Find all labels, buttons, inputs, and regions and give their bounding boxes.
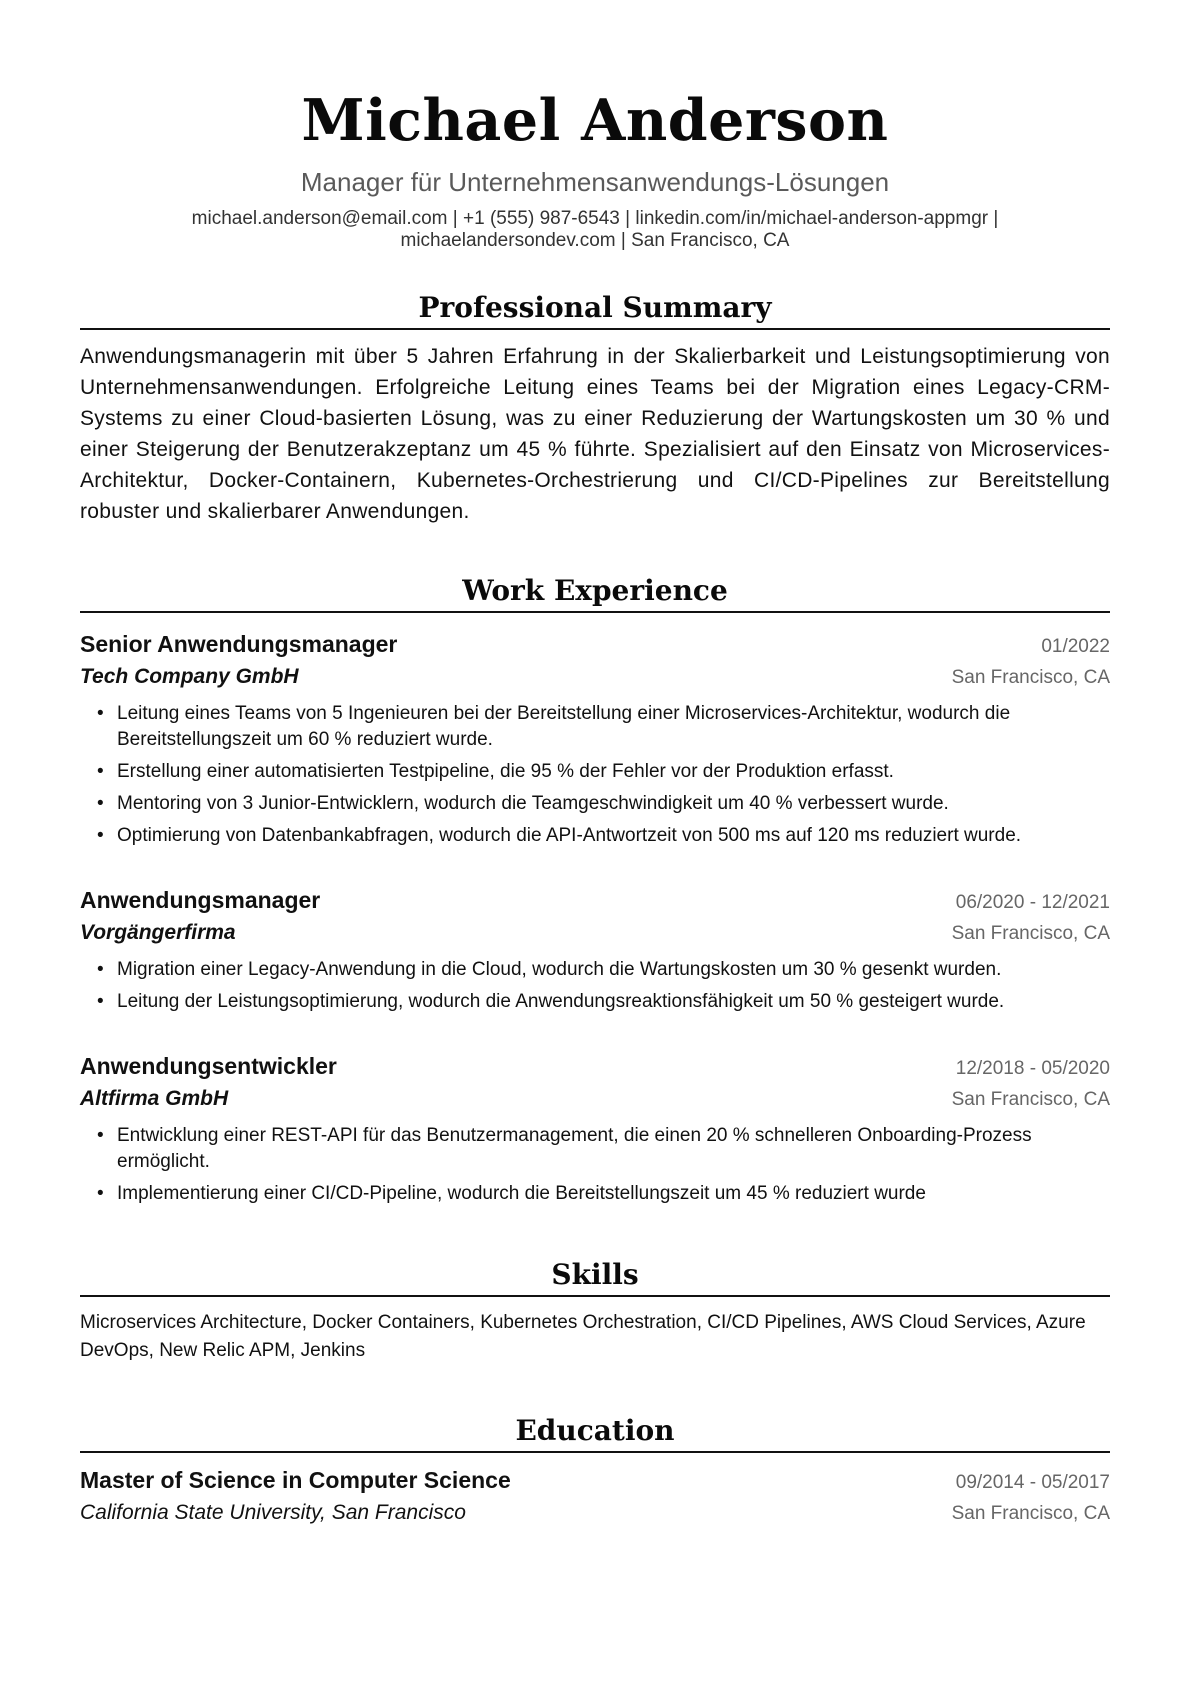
job-entry [80,629,1110,849]
summary-section [80,290,1110,527]
bullet-item: • Mentoring von 3 Junior-Entwicklern, wodurch die Teamgeschwindigkeit um 40 % verbessert wurde. [117,791,1110,817]
bullet-item: • Implementierung einer CI/CD-Pipeline, wodurch die Bereitstellungszeit um 45 % reduziert wurde [117,1181,1110,1207]
job-title: Anwendungsentwickler [80,1053,337,1079]
bullet-item: • Optimierung von Datenbankabfragen, wodurch die API-Antwortzeit von 500 ms auf 120 ms reduziert wurde. [117,823,1110,849]
job-title: Anwendungsmanager [80,887,321,913]
skills-text: Microservices Architecture, Docker Containers, Kubernetes Orchestration, CI/CD Pipelines, AWS Cloud Services, Azure DevOps, New Relic APM, Jenkins [80,1312,1086,1361]
job-subtitle: Manager für Unternehmensanwendungs-Lösungen [300,167,890,197]
contact-info [80,208,1110,252]
job-location: San Francisco, CA [951,667,1110,688]
education-section [80,1413,1110,1529]
company-name: Tech Company GmbH [80,665,299,688]
job-location: San Francisco, CA [951,923,1110,944]
bullet-item: • Migration einer Legacy-Anwendung in die Cloud, wodurch die Wartungskosten um 30 % gesenkt wurden. [117,957,1110,983]
degree-title: Master of Science in Computer Science [80,1467,511,1493]
education-date: 09/2014 - 05/2017 [955,1472,1110,1493]
job-bullets [80,957,1110,1015]
skills-section [80,1257,1110,1365]
company-name: Altfirma GmbH [80,1087,229,1110]
job-date: 06/2020 - 12/2021 [955,892,1110,913]
bullet-item: • Leitung eines Teams von 5 Ingenieuren bei der Bereitstellung einer Microservices-Architektur, wodurch die Bereitstellungszeit um 60 % reduziert wurde. [117,701,1110,753]
job-bullets [80,1123,1110,1207]
school-name: California State University, San Francisco [80,1501,466,1524]
job-entry [80,885,1110,1015]
bullet-item: • Leitung der Leistungsoptimierung, wodurch die Anwendungsreaktionsfähigkeit um 50 % gesteigert wurde. [117,989,1110,1015]
education-location: San Francisco, CA [951,1503,1110,1524]
section-title-work: Work Experience [80,573,1110,613]
resume-header [80,0,1110,252]
job-date: 01/2022 [1041,636,1110,657]
job-entry [80,1051,1110,1207]
section-title-skills: Skills [80,1257,1110,1297]
job-location: San Francisco, CA [951,1089,1110,1110]
education-entry [80,1465,1110,1529]
section-title-summary: Professional Summary [80,290,1110,330]
section-title-education: Education [80,1413,1110,1453]
summary-text: Anwendungsmanagerin mit über 5 Jahren Erfahrung in der Skalierbarkeit und Leistungsoptimierung von Unternehmensanwendungen. Erfolgreiche Leitung eines Teams bei der Migration eines Legacy-CRM-Systems zu einer Cloud-basierten Lösung, was zu einer Reduzierung der Wartungskosten um 30 % und einer Steigerung der Benutzerakzeptanz um 45 % führte. Spezialisiert auf den Einsatz von Microservices-Architektur, Docker-Containern, Kubernetes-Orchestrierung und CI/CD-Pipelines zur Bereitstellung robuster und skalierbarer Anwendungen. [80,345,1110,523]
job-bullets [80,701,1110,849]
bullet-item: • Erstellung einer automatisierten Testpipeline, die 95 % der Fehler vor der Produktion erfasst. [117,759,1110,785]
company-name: Vorgängerfirma [80,921,236,944]
contact-line-1: michael.anderson@email.com | +1 (555) 987-6543 | linkedin.com/in/michael-anderson-appmgr | [191,208,999,229]
job-title: Senior Anwendungsmanager [80,631,398,657]
candidate-name: Michael Anderson [301,87,889,154]
bullet-item: • Entwicklung einer REST-API für das Benutzermanagement, die einen 20 % schnelleren Onboarding-Prozess ermöglicht. [117,1123,1110,1175]
job-date: 12/2018 - 05/2020 [955,1058,1110,1079]
work-section [80,573,1110,1207]
contact-line-2: michaelandersondev.com | San Francisco, CA [400,230,790,251]
